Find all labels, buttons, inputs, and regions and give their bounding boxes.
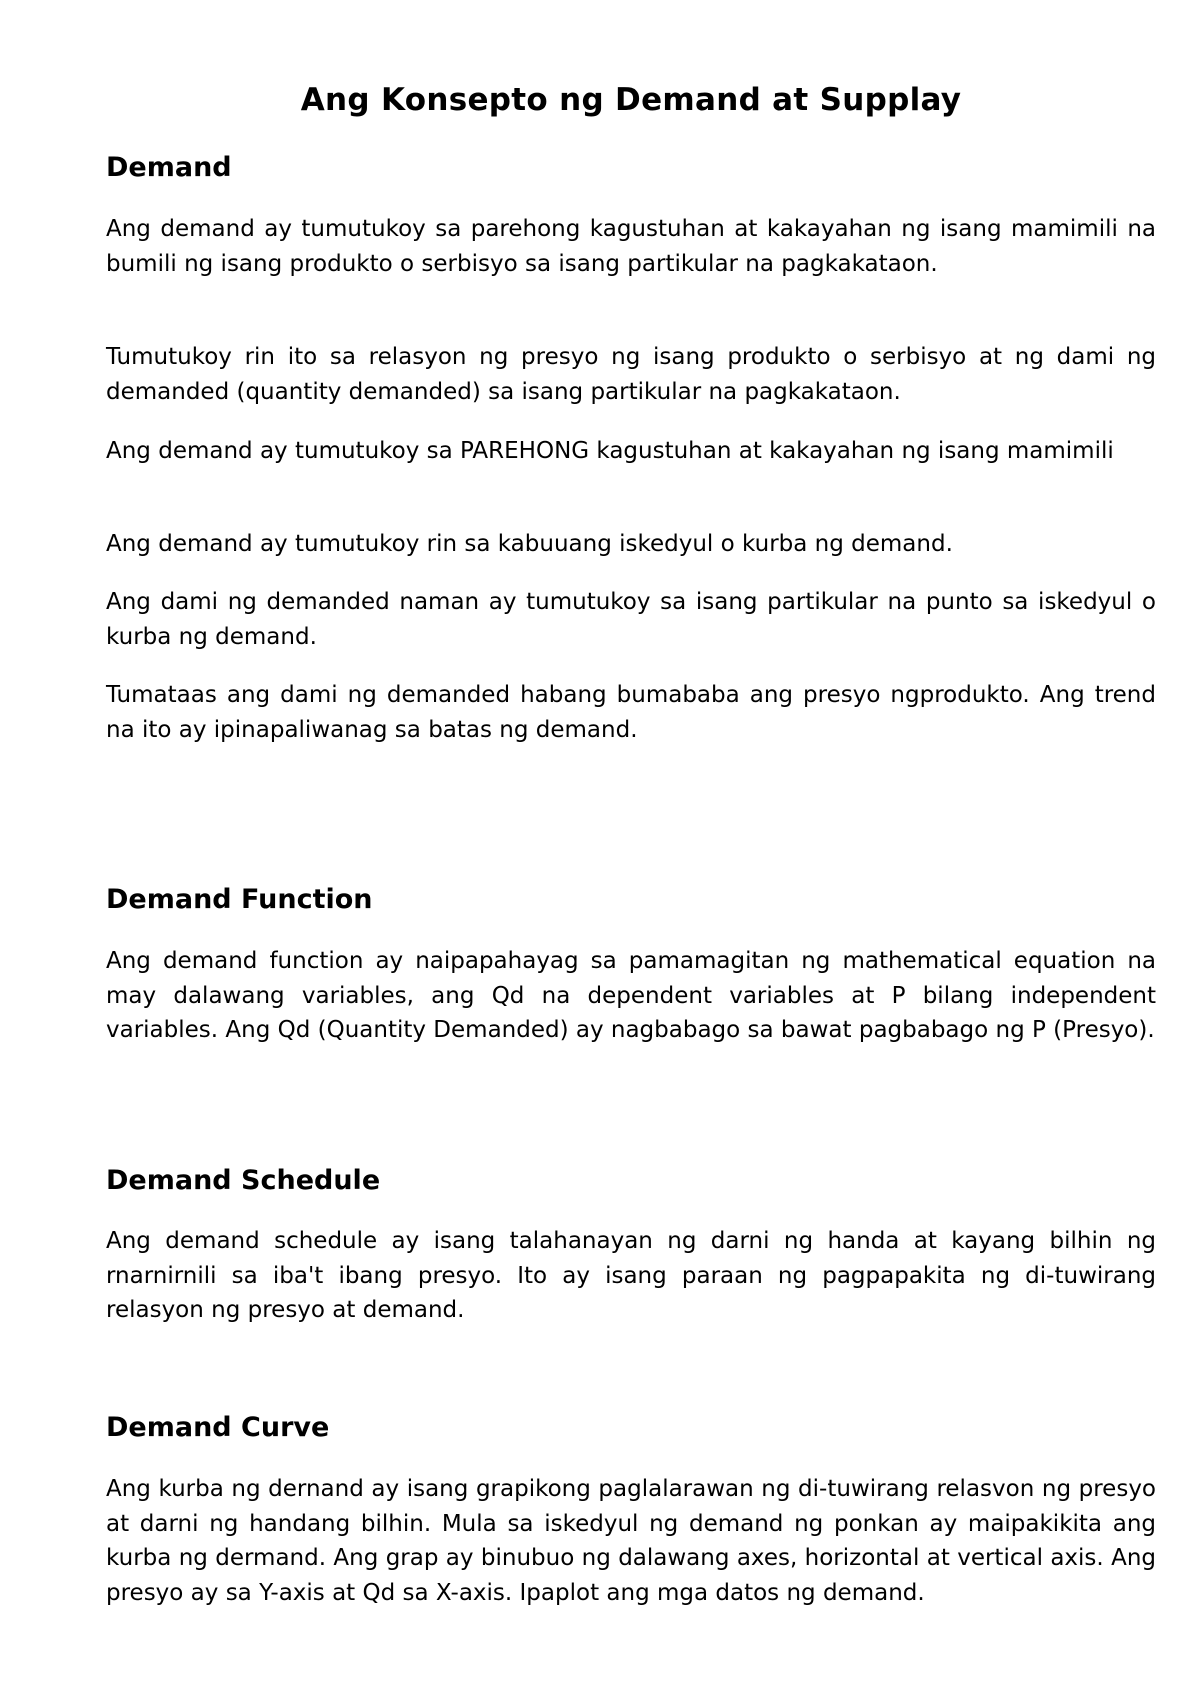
- section-heading-demand-function: Demand Function: [106, 884, 373, 915]
- paragraph: Tumataas ang dami ng demanded habang bumababa ang presyo ngprodukto. Ang trend na ito ay ipinapaliwanag sa batas ng demand.: [106, 682, 1156, 743]
- section-heading-demand-schedule: Demand Schedule: [106, 1165, 381, 1196]
- paragraph: Ang demand schedule ay isang talahanayan ng darni ng handa at kayang bilhin ng rnarnirnili sa iba't ibang presyo. Ito ay isang paraan ng pagpapakita ng di-tuwirang relasyon ng presyo at demand.: [106, 1228, 1156, 1323]
- document-title: Ang Konsepto ng Demand at Supplay: [300, 82, 962, 118]
- section-heading-demand-curve: Demand Curve: [106, 1412, 330, 1443]
- paragraph: Ang demand ay tumutukoy sa parehong kagustuhan at kakayahan ng isang mamimili na bumili ng isang produkto o serbisyo sa isang partikular na pagkakataon.: [106, 216, 1156, 277]
- paragraph: Ang demand function ay naipapahayag sa pamamagitan ng mathematical equation na may dalawang variables, ang Qd na dependent variables at P bilang independent variables. Ang Qd (Quantity Demanded) ay nagbabago sa bawat pagbabago ng P (Presyo).: [106, 948, 1156, 1043]
- paragraph: Ang kurba ng dernand ay isang grapikong paglalarawan ng di-tuwirang relasvon ng presyo at darni ng handang bilhin. Mula sa iskedyul ng demand ng ponkan ay maipakikita ang kurba ng dermand. Ang grap ay binubuo ng dalawang axes, horizontal at vertical axis. Ang presyo ay sa Y-axis at Qd sa X-axis. Ipaplot ang mga datos ng demand.: [106, 1476, 1156, 1606]
- section-heading-demand: Demand: [106, 152, 232, 183]
- paragraph: Ang dami ng demanded naman ay tumutukoy sa isang partikular na punto sa iskedyul o kurba ng demand.: [106, 589, 1156, 650]
- paragraph: Ang demand ay tumutukoy sa PAREHONG kagustuhan at kakayahan ng isang mamimili: [106, 438, 1114, 464]
- paragraph: Tumutukoy rin ito sa relasyon ng presyo ng isang produkto o serbisyo at ng dami ng demanded (quantity demanded) sa isang partikular na pagkakataon.: [106, 344, 1156, 405]
- paragraph: Ang demand ay tumutukoy rin sa kabuuang iskedyul o kurba ng demand.: [106, 531, 953, 557]
